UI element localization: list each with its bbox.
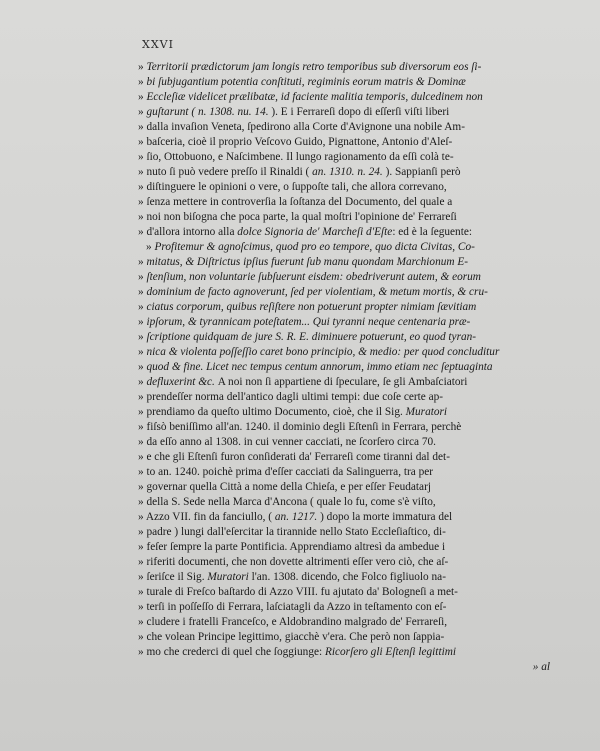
text-line xyxy=(138,225,550,240)
text-line xyxy=(138,555,550,570)
text-line xyxy=(138,600,550,615)
text-run: » xyxy=(138,376,147,388)
page-body-text xyxy=(138,60,550,675)
text-run: A noi non ſi appartiene di ſpeculare, ſe gli Ambaſciatori xyxy=(217,376,468,388)
text-run: » xyxy=(138,106,147,118)
text-line xyxy=(138,120,550,135)
text-run: » ſeriſce il Sig. xyxy=(138,571,208,583)
text-line xyxy=(138,540,550,555)
text-run: ). Sappianſi però xyxy=(385,166,461,178)
text-run: » xyxy=(138,316,147,328)
text-line xyxy=(138,630,550,645)
text-run: » nuto ſi può vedere preſſo il Rinaldi ( xyxy=(138,166,313,178)
italic-text: an. 1217. xyxy=(274,511,321,523)
italic-text: Muratori xyxy=(207,571,249,583)
text-run: » noi non biſogna che poca parte, la qual moſtri l'opinione de' Ferrareſi xyxy=(138,211,457,223)
text-line xyxy=(138,285,550,300)
text-line xyxy=(138,405,550,420)
text-run: » ſio, Ottobuono, e Naſcimbene. Il lungo ragionamento da eſſi colà te- xyxy=(138,151,454,163)
text-line xyxy=(138,480,550,495)
text-line xyxy=(138,210,550,225)
text-line xyxy=(138,105,550,120)
text-run: ). E i Ferrareſi dopo di eſſerſi viſti liberi xyxy=(271,106,450,118)
text-run: » diſtinguere le opinioni o vere, o ſuppoſte tali, che allora correvano, xyxy=(138,181,447,193)
text-run: » to an. 1240. poichè prima d'eſſer cacciati da Salinguerra, tra per xyxy=(138,466,434,478)
text-run: » xyxy=(138,331,147,343)
text-run: » xyxy=(138,61,147,73)
text-line xyxy=(138,420,550,435)
text-line xyxy=(138,300,550,315)
text-line xyxy=(138,75,550,90)
italic-text: Muratori xyxy=(405,406,448,418)
text-run: » prendeſſer norma dell'antico dagli ultimi tempi: due coſe certe ap- xyxy=(138,391,444,403)
italic-text: Profitemur & agnoſcimus, quod pro eo tempore, quo dicta Civitas, Co- xyxy=(154,241,475,253)
text-run: » fiſsò beniſſimo all'an. 1240. il dominio degli Eſtenſi in Ferrara, perchè xyxy=(138,421,462,433)
text-run: » xyxy=(138,256,147,268)
text-run: » feſer ſempre la parte Pontificia. Apprendiamo altresì da ambedue i xyxy=(138,541,446,553)
text-run: » riferiti documenti, che non dovette altrimenti eſſer vero ciò, che aſ- xyxy=(138,556,449,568)
text-line xyxy=(138,390,550,405)
italic-text: Territorii prædictorum jam longis retro temporibus sub diversorum eos ſi- xyxy=(146,61,482,73)
italic-text: defluxerint &c. xyxy=(146,376,218,388)
text-line xyxy=(138,435,550,450)
text-run: » xyxy=(138,91,147,103)
text-run: » Azzo VII. fin da fanciullo, ( xyxy=(138,511,275,523)
text-run: » xyxy=(138,301,147,313)
text-line xyxy=(138,270,550,285)
text-line xyxy=(138,345,550,360)
text-run: » cludere i fratelli Franceſco, e Aldobrandino malgrado de' Ferrareſi, xyxy=(138,616,448,628)
italic-text: ſcriptione quidquam de jure S. R. E. diminuere potuerunt, eo quod tyran- xyxy=(146,331,477,343)
text-run: » baſceria, cioè il proprio Veſcovo Guido, Pignattone, Antonio d'Aleſ- xyxy=(138,136,453,148)
text-line xyxy=(138,330,550,345)
text-run: » xyxy=(138,346,147,358)
italic-text: » al xyxy=(532,661,550,673)
text-line xyxy=(138,570,550,585)
text-line xyxy=(138,450,550,465)
italic-text: mitatus, & Diſtrictus ipſius fuerunt ſub manu quondam Marchionum E- xyxy=(146,256,469,268)
text-run: » dalla invaſion Veneta, ſpedirono alla Corte d'Avignone una nobile Am- xyxy=(138,121,465,133)
text-line xyxy=(138,135,550,150)
text-run: » padre ) lungi dall'eſercitar la tirannide nello Stato Eccleſiaſtico, di- xyxy=(138,526,446,538)
italic-text: Ricorſero gli Eſtenſi legittimi xyxy=(324,646,457,658)
text-run: » e che gli Eſtenſi furon conſiderati da' Ferrareſi come tiranni dal det- xyxy=(138,451,450,463)
text-run: ) dopo la morte immatura del xyxy=(320,511,453,523)
text-run: » xyxy=(138,361,147,373)
italic-text: Eccleſiæ videlicet prælibatæ, id faciente malitia temporis, dulcedinem non xyxy=(146,91,483,103)
text-line xyxy=(138,510,550,525)
text-line xyxy=(138,255,550,270)
text-line xyxy=(138,315,550,330)
italic-text: guſtarunt ( n. 1308. nu. 14. xyxy=(146,106,272,118)
text-run: » xyxy=(138,286,147,298)
text-run: » governar quella Città a nome della Chieſa, e per eſſer Feudatarj xyxy=(138,481,431,493)
text-run: » da eſſo anno al 1308. in cui venner cacciati, ne ſcorſero circa 70. xyxy=(138,436,436,448)
text-line xyxy=(138,60,550,75)
text-run: » xyxy=(146,241,155,253)
text-line xyxy=(138,195,550,210)
text-line xyxy=(138,585,550,600)
text-line xyxy=(138,90,550,105)
text-run: » turale di Freſco baſtardo di Azzo VIII. fu ajutato da' Bologneſi a met- xyxy=(138,586,458,598)
text-run: » prendiamo da queſto ultimo Documento, cioè, che il Sig. xyxy=(138,406,406,418)
text-run: » mo che crederci di quel che ſoggiunge: xyxy=(138,646,325,658)
page-number: XXVI xyxy=(142,38,174,51)
italic-text: ſtenſium, non voluntarie ſubſuerunt eisdem: obedriverunt autem, & eorum xyxy=(146,271,481,283)
text-line xyxy=(138,525,550,540)
text-line xyxy=(138,150,550,165)
italic-text: dolce Signoria de' Marcheſi d'Eſte xyxy=(237,226,393,238)
italic-text: an. 1310. n. 24. xyxy=(312,166,386,178)
text-run: » terſi in poſſeſſo di Ferrara, laſciatagli da Azzo in teſtamento con eſ- xyxy=(138,601,447,613)
text-line xyxy=(138,645,550,660)
italic-text: bi ſubjugantium potentia conſtituti, regiminis eorum matris & Dominæ xyxy=(146,76,466,88)
text-line xyxy=(138,165,550,180)
text-run: » d'allora intorno alla xyxy=(138,226,238,238)
text-run: » della S. Sede nella Marca d'Ancona ( quale lo fu, come s'è viſto, xyxy=(138,496,436,508)
italic-text: dominium de facto agnoverunt, ſed per violentiam, & metum mortis, & cru- xyxy=(146,286,488,298)
text-run: : ed è la ſeguente: xyxy=(392,226,472,238)
italic-text: ciatus corporum, quibus reſiſtere non potuerunt propter nimiam ſævitiam xyxy=(146,301,477,313)
text-run: » xyxy=(138,271,147,283)
text-line xyxy=(138,465,550,480)
text-run: l'an. 1308. dicendo, che Folco figliuolo na- xyxy=(248,571,446,583)
text-run: » xyxy=(138,76,147,88)
italic-text: nica & violenta poſſeſſio caret bono principio, & medio: per quod concluditur xyxy=(146,346,500,358)
text-line xyxy=(138,360,550,375)
text-run: » che volean Principe legittimo, giacchè v'era. Che però non ſappia- xyxy=(138,631,445,643)
text-line xyxy=(138,495,550,510)
text-line xyxy=(138,180,550,195)
text-line xyxy=(138,615,550,630)
text-line xyxy=(138,375,550,390)
italic-text: quod & fine. Licet nec tempus centum annorum, immo etiam nec ſeptuaginta xyxy=(146,361,493,373)
text-run: » ſenza mettere in controverſia la ſoſtanza del Documento, del quale a xyxy=(138,196,453,208)
text-line xyxy=(138,660,550,675)
text-line xyxy=(138,240,550,255)
italic-text: ipſorum, & tyrannicam poteſtatem... Qui tyranni neque centenaria præ- xyxy=(146,316,471,328)
